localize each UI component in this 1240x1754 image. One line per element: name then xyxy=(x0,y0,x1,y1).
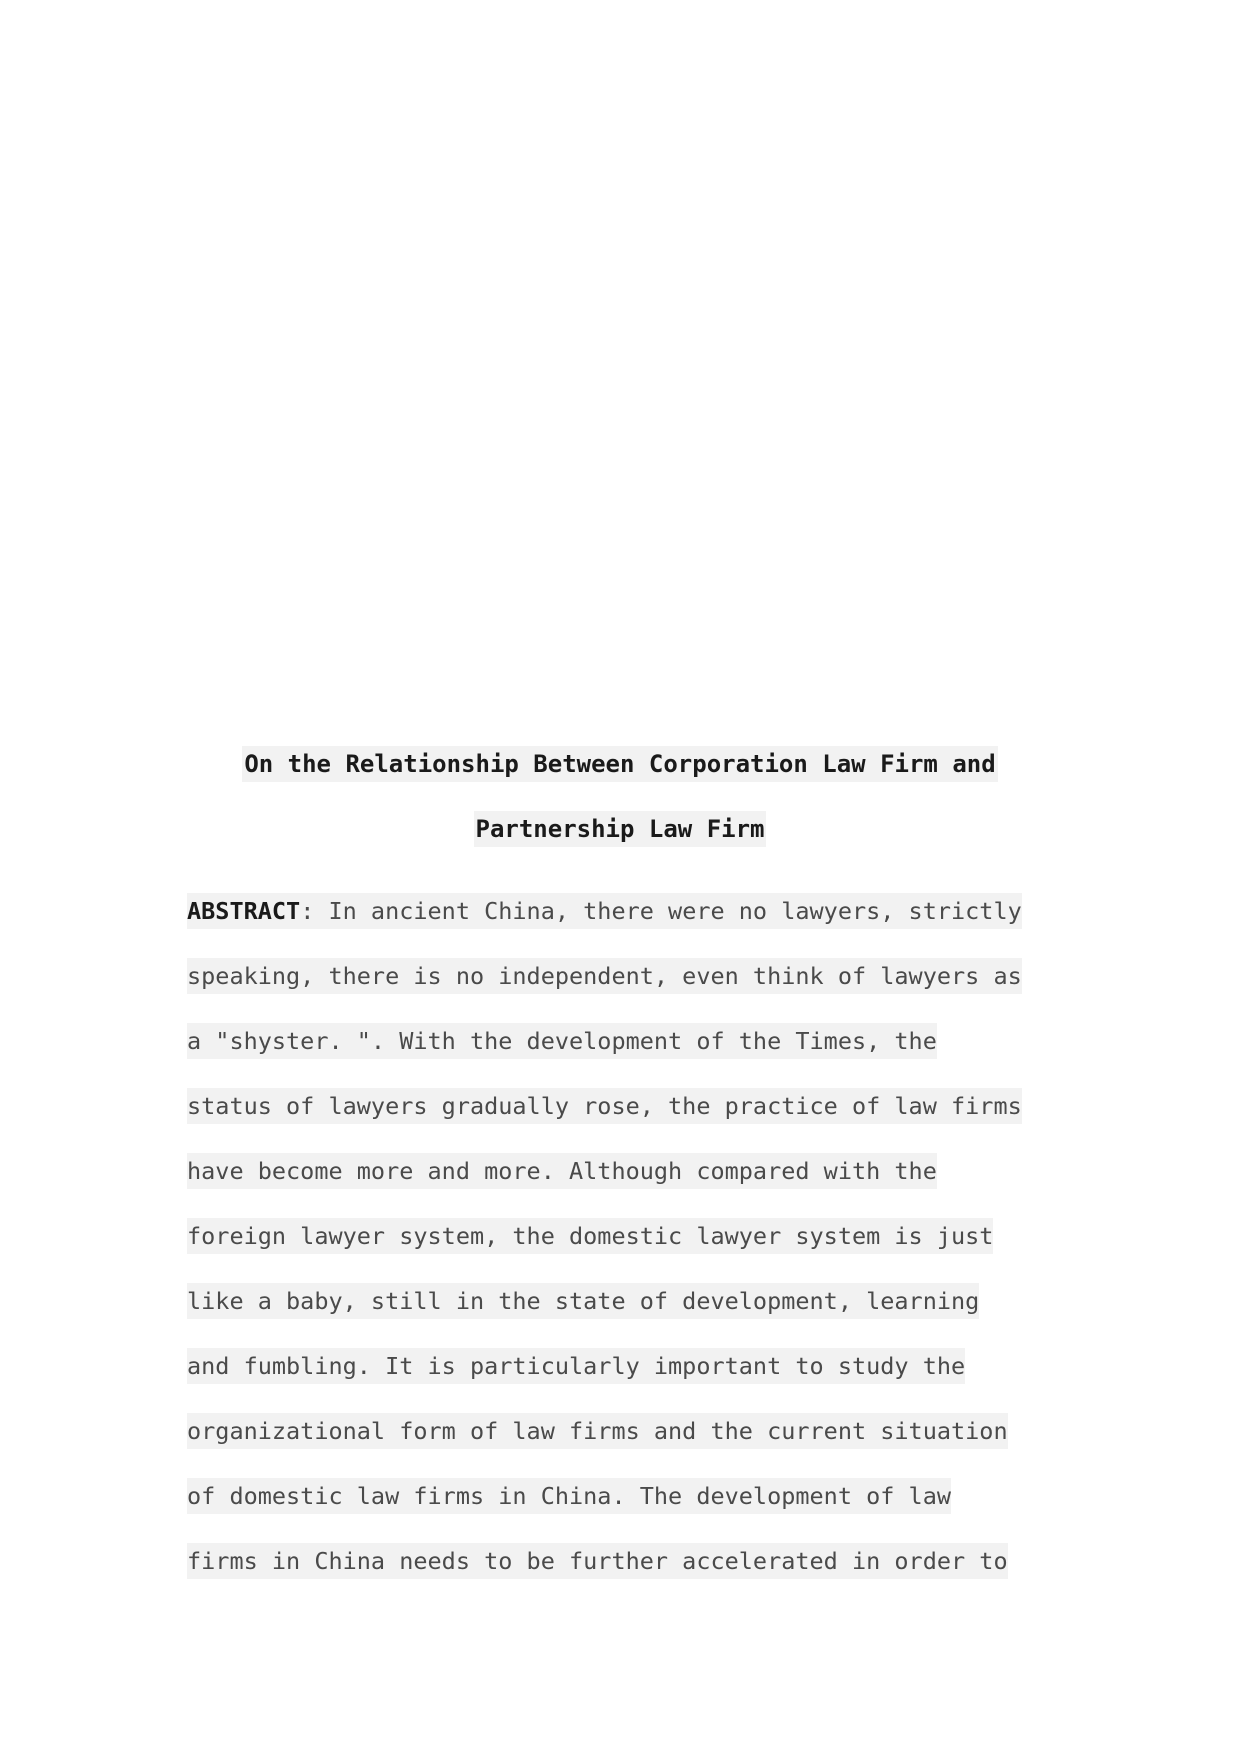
abstract-label: ABSTRACT xyxy=(187,897,301,925)
abstract-line-text: and fumbling. It is particularly important to study the xyxy=(187,1348,965,1384)
abstract-line-text: firms in China needs to be further accelerated in order to xyxy=(187,1543,1008,1579)
abstract-line-text: like a baby, still in the state of development, learning xyxy=(187,1283,979,1319)
abstract-line-text: a "shyster. ". With the development of the Times, the xyxy=(187,1023,937,1059)
abstract-line-text: : In ancient China, there were no lawyers, strictly xyxy=(300,897,1022,925)
abstract-line-text: status of lawyers gradually rose, the practice of law firms xyxy=(187,1088,1022,1124)
title-line-text: On the Relationship Between Corporation Law Firm and xyxy=(242,746,997,782)
abstract-line xyxy=(187,1413,1067,1478)
abstract-line xyxy=(187,893,1067,958)
abstract-line xyxy=(187,1088,1067,1153)
abstract-line-text: organizational form of law firms and the current situation xyxy=(187,1413,1008,1449)
abstract-line xyxy=(187,1348,1067,1413)
abstract-line-highlight xyxy=(187,893,1022,929)
abstract-line xyxy=(187,1153,1067,1218)
title-line-text: Partnership Law Firm xyxy=(474,811,767,847)
abstract-line xyxy=(187,1543,1067,1608)
title-line xyxy=(0,746,1240,811)
abstract-line xyxy=(187,1478,1067,1543)
abstract-line-text: of domestic law firms in China. The development of law xyxy=(187,1478,951,1514)
document-title xyxy=(0,746,1240,876)
abstract-line xyxy=(187,1283,1067,1348)
abstract-paragraph xyxy=(187,893,1067,1608)
abstract-line xyxy=(187,958,1067,1023)
abstract-line-text: have become more and more. Although compared with the xyxy=(187,1153,937,1189)
abstract-line xyxy=(187,1218,1067,1283)
title-line xyxy=(0,811,1240,876)
abstract-line-text: speaking, there is no independent, even think of lawyers as xyxy=(187,958,1022,994)
abstract-line xyxy=(187,1023,1067,1088)
abstract-line-text: foreign lawyer system, the domestic lawyer system is just xyxy=(187,1218,993,1254)
